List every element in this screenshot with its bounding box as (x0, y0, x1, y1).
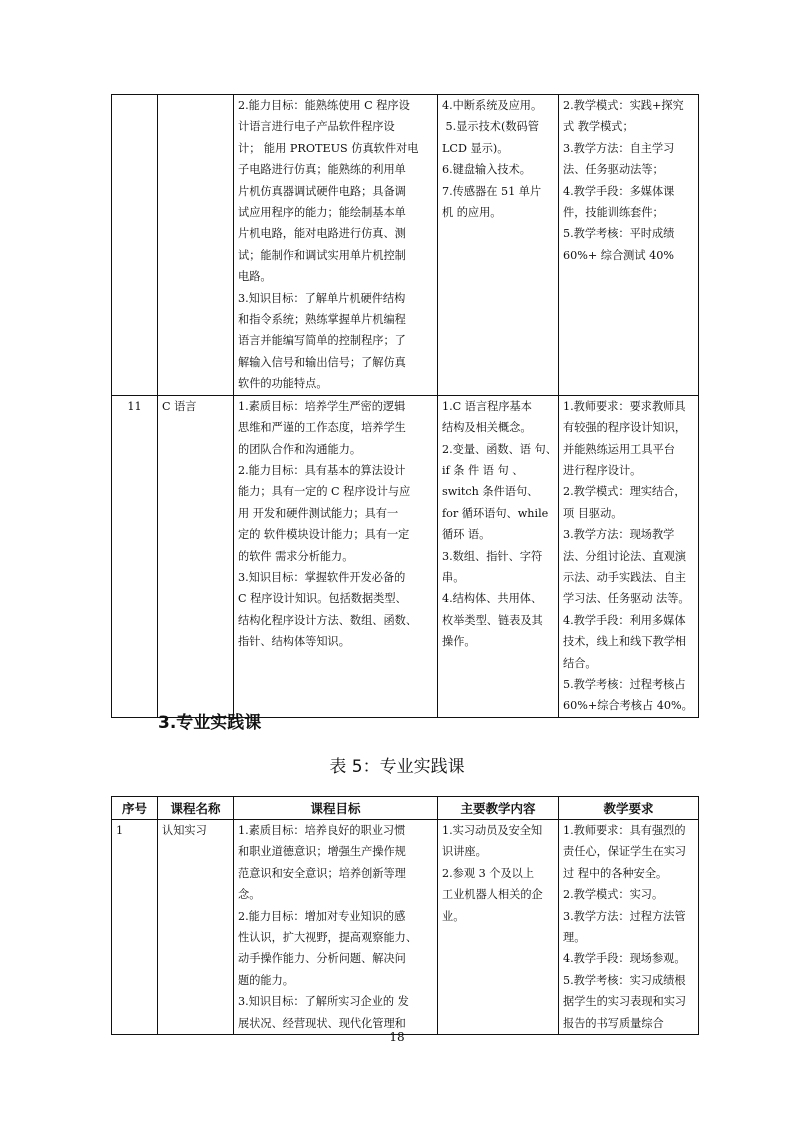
text-line: 片机电路，能对电路进行仿真、测 (238, 227, 406, 241)
text-line: 结构化程序设计方法、数组、函数、 (238, 613, 418, 627)
text-line: 5.教学考核：实习成绩根 (563, 973, 686, 987)
teaching-requirements (559, 395, 699, 717)
text-line: 业。 (442, 909, 465, 923)
text-line: 技术，线上和线下教学相 (563, 635, 687, 649)
text-line: 2.能力目标：能熟练使用 C 程序设 (238, 99, 410, 112)
course-name: C 语言 (158, 395, 234, 717)
text-line: 责任心，保证学生在实习 (563, 845, 687, 859)
text-line: 1.实习动员及安全知 (442, 824, 543, 837)
text-line: 2.教学模式：实践+探究 (563, 99, 684, 112)
text-line: 动手操作能力、分析问题、解决问 (238, 952, 406, 966)
text-line: 结构及相关概念。 (442, 421, 532, 435)
text-line: 定的 软件模块设计能力；具有一定 (238, 528, 410, 542)
teaching-requirements (559, 820, 699, 1035)
text-line: for 循环语句、while (442, 506, 549, 520)
text-line: C 程序设计知识。包括数据类型、 (238, 592, 407, 606)
text-line: 3.教学方法：自主学习 (563, 141, 675, 155)
table-row (112, 820, 699, 1035)
text-line: 循环 语。 (442, 528, 491, 542)
text-line: 5.显示技术(数码管 (442, 120, 539, 134)
course-table-continued (111, 94, 699, 718)
text-line: 法、分组讨论法、直观演 (563, 549, 687, 563)
text-line: 2.能力目标：具有基本的算法设计 (238, 463, 406, 477)
text-line: 4.教学手段：多媒体课 (563, 184, 675, 198)
text-line: 子电路进行仿真；能熟练的利用单 (238, 163, 406, 177)
text-line: 报告的书写质量综合 (563, 1016, 664, 1030)
text-line: 法、任务驱动法等； (563, 163, 664, 177)
text-line: 1.素质目标：培养良好的职业习惯 (238, 824, 406, 837)
text-line: 4.中断系统及应用。 (442, 99, 543, 112)
table-caption: 表 5：专业实践课 (329, 757, 465, 777)
text-line: 3.知识目标：了解所实习企业的 发 (238, 995, 409, 1009)
text-line: 1.教师要求：具有强烈的 (563, 824, 686, 837)
text-line: 和职业道德意识；增强生产操作规 (238, 845, 406, 859)
column-header: 课程名称 (158, 797, 234, 820)
text-line: 据学生的实习表现和实习 (563, 995, 687, 1009)
text-line: 6.键盘输入技术。 (442, 163, 531, 177)
text-line: 指针、结构体等知识。 (238, 635, 350, 649)
text-line: 1.素质目标：培养学生严密的逻辑 (238, 399, 406, 413)
text-line: 范意识和安全意识；培养创新等理 (238, 866, 406, 880)
text-line: if 条 件 语 句 、 (442, 463, 524, 477)
row-index: 11 (112, 395, 158, 717)
text-line: LCD 显示)。 (442, 141, 509, 155)
course-goals (234, 395, 438, 717)
teaching-requirements (559, 95, 699, 396)
text-line: 件，技能训练套件； (563, 206, 664, 220)
text-line: 2.参观 3 个及以上 (442, 866, 535, 880)
text-line: 识讲座。 (442, 845, 487, 859)
text-line: 解输入信号和输出信号；了解仿真 (238, 355, 406, 369)
teaching-content (438, 95, 559, 396)
text-line: 3.教学方法：现场教学 (563, 528, 675, 542)
text-line: 机 的应用。 (442, 206, 502, 220)
table-row (112, 395, 699, 717)
text-line: 并能熟练运用工具平台 (563, 442, 675, 456)
text-line: 结合。 (563, 656, 597, 670)
table-header-row (112, 797, 699, 820)
text-line: 4.教学手段：利用多媒体 (563, 613, 686, 627)
text-line: 展状况、经营现状、现代化管理和 (238, 1016, 406, 1030)
text-line: 60%+ 综合测试 40% (563, 248, 674, 262)
text-line: 7.传感器在 51 单片 (442, 184, 542, 198)
text-line: 片机仿真器调试硬件电路；具备调 (238, 184, 406, 198)
text-line: 3.数组、指针、字符 (442, 549, 543, 563)
text-line: 2.教学模式：理实结合， (563, 485, 686, 499)
text-line: 学习法、任务驱动 法等。 (563, 592, 690, 606)
text-line: 3.教学方法：过程方法管 (563, 909, 686, 923)
text-line: 60%+综合考核占 40%。 (563, 699, 693, 713)
text-line: 理。 (563, 931, 586, 945)
practice-course-table (111, 796, 699, 1035)
text-line: 5.教学考核：过程考核占 (563, 677, 686, 691)
text-line: 试应用程序的能力；能绘制基本单 (238, 206, 406, 220)
text-line: 3.知识目标：了解单片机硬件结构 (238, 291, 406, 305)
text-line: 1.C 语言程序基本 (442, 399, 532, 413)
text-line: 2.变量、函数、语 句、 (442, 442, 557, 456)
text-line: 计； 能用 PROTEUS 仿真软件对电 (238, 141, 419, 155)
text-line: 的软件 需求分析能力。 (238, 549, 354, 563)
text-line: 操作。 (442, 635, 476, 649)
text-line: 电路。 (238, 270, 272, 284)
teaching-content (438, 395, 559, 717)
course-name: 认知实习 (158, 820, 234, 1035)
text-line: 能力；具有一定的 C 程序设计与应 (238, 485, 411, 499)
text-line: 性认识，扩大视野，提高观察能力、 (238, 931, 418, 945)
page-number: 18 (389, 1030, 405, 1044)
section-heading: 3.专业实践课 (158, 713, 262, 733)
text-line: 软件的功能特点。 (238, 377, 328, 391)
course-goals (234, 95, 438, 396)
text-line: switch 条件语句、 (442, 485, 539, 499)
text-line: 题的能力。 (238, 973, 294, 987)
text-line: 2.能力目标：增加对专业知识的感 (238, 909, 406, 923)
column-header: 教学要求 (559, 797, 699, 820)
table-row (112, 95, 699, 396)
text-line: 1.教师要求：要求教师具 (563, 399, 686, 413)
text-line: 枚举类型、链表及其 (442, 613, 543, 627)
text-line: 计语言进行电子产品软件程序设 (238, 120, 395, 134)
row-index (112, 95, 158, 396)
text-line: 2.教学模式：实习。 (563, 888, 664, 902)
course-name (158, 95, 234, 396)
text-line: 4.结构体、共用体、 (442, 592, 543, 606)
text-line: 念。 (238, 888, 261, 902)
text-line: 进行程序设计。 (563, 463, 642, 477)
text-line: 有较强的程序设计知识， (563, 421, 687, 435)
course-goals (234, 820, 438, 1035)
text-line: 3.知识目标：掌握软件开发必备的 (238, 570, 406, 584)
text-line: 用 开发和硬件测试能力；具有一 (238, 506, 399, 520)
text-line: 项 目驱动。 (563, 506, 623, 520)
text-line: 4.教学手段：现场参观。 (563, 952, 686, 966)
text-line: 5.教学考核：平时成绩 (563, 227, 675, 241)
text-line: 语言并能编写简单的控制程序；了 (238, 334, 406, 348)
column-header: 主要教学内容 (438, 797, 559, 820)
text-line: 和指令系统；熟练掌握单片机编程 (238, 313, 406, 327)
column-header: 序号 (112, 797, 158, 820)
text-line: 过 程中的各种安全。 (563, 866, 668, 880)
column-header: 课程目标 (234, 797, 438, 820)
text-line: 工业机器人相关的企 (442, 888, 543, 902)
text-line: 示法、动手实践法、自主 (563, 570, 687, 584)
text-line: 试；能制作和调试实用单片机控制 (238, 248, 406, 262)
text-line: 式 教学模式； (563, 120, 634, 134)
text-line: 思维和严谨的工作态度，培养学生 (238, 421, 406, 435)
text-line: 的团队合作和沟通能力。 (238, 442, 362, 456)
row-index: 1 (112, 820, 158, 1035)
teaching-content (438, 820, 559, 1035)
text-line: 串。 (442, 570, 465, 584)
